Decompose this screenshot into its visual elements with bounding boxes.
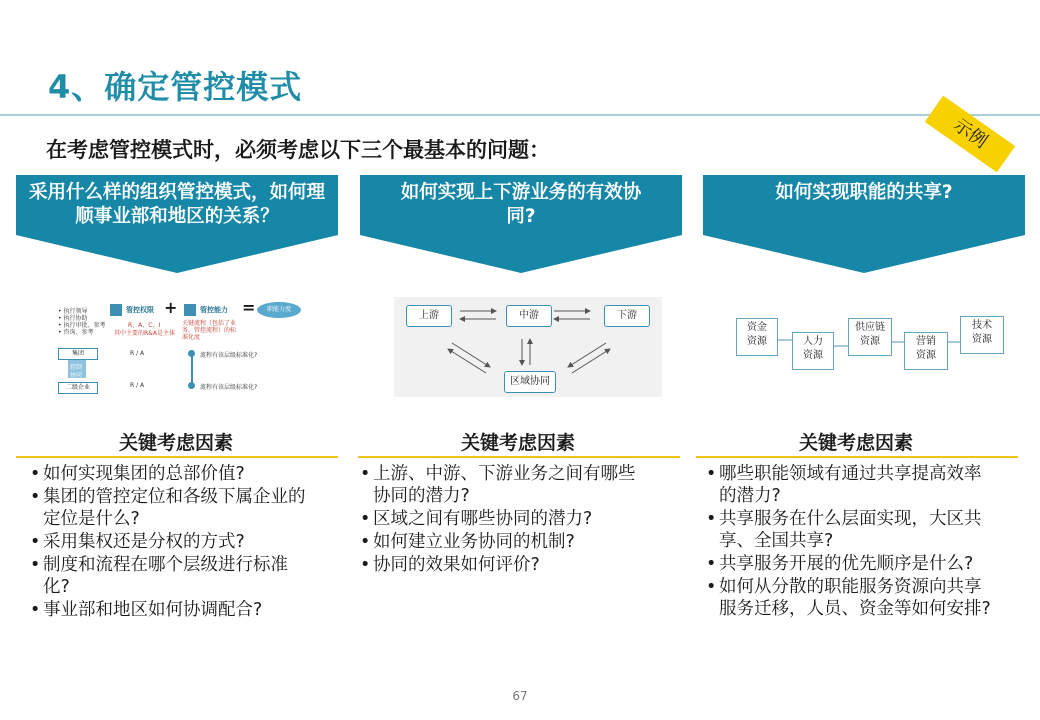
question-1: 流程有该层级标准化? [200, 352, 258, 359]
key-factors-rule-1 [16, 456, 338, 458]
resource-supply-chain: 供应链 资源 [848, 318, 892, 356]
question-banner-2 [360, 175, 682, 273]
banner-text: 如何实现上下游业务的有效协同? [400, 182, 642, 227]
key-factors-heading-3: 关键考虑因素 [798, 432, 913, 454]
question-2: 流程有该层级标准化? [200, 384, 258, 391]
arrow-label-synergy: 协同 [70, 372, 83, 379]
key-factors-rule-3 [696, 456, 1018, 458]
legend-3: • 执行审批、参考 [58, 322, 106, 329]
question-banner-3 [703, 175, 1025, 273]
level-subsidiary: 二级企业 [58, 382, 98, 394]
list-item: • 制度和流程在哪个层级进行标准化? [30, 555, 288, 597]
key-factors-list-3 [706, 463, 992, 621]
key-factors-list-1 [30, 463, 310, 622]
title-rule [0, 114, 1040, 116]
resource-hr: 人力 资源 [792, 332, 834, 370]
list-item: • 协同的效果如何评价? [360, 555, 540, 575]
list-item: • 上游、中游、下游业务之间有哪些协同的潜力? [360, 464, 636, 506]
page-number: 67 [512, 689, 528, 703]
list-item: • 集团的管控定位和各级下属企业的定位是什么? [30, 487, 306, 529]
legend-1: • 执行领导 [58, 308, 88, 315]
list-item: • 共享服务在什么层面实现，大区共享、全国共享? [706, 509, 982, 551]
shared-services-diagram [724, 312, 1014, 374]
node-midstream: 中游 [506, 305, 552, 327]
resource-funds: 资金 资源 [736, 318, 778, 356]
list-item: • 哪些职能领域有通过共享提高效率的潜力? [706, 464, 982, 506]
banner-text: 如何实现职能的共享? [775, 182, 953, 203]
node-regional: 区域协同 [504, 371, 556, 393]
resource-marketing: 营销 资源 [904, 332, 948, 370]
row-value-2: R / A [130, 382, 145, 389]
banner-text: 采用什么样的组织管控模式，如何理顺事业部和地区的关系？ [28, 182, 325, 227]
list-item: • 区域之间有哪些协同的潜力? [360, 509, 593, 529]
note-raci: R、A、C、I [128, 322, 161, 329]
legend-2: • 执行协助 [58, 315, 88, 322]
list-item: • 采用集权还是分权的方式? [30, 532, 245, 552]
page-title: 4、确定管控模式 [48, 68, 303, 106]
plus-op: + [164, 298, 178, 317]
tile-label-2: 管控能力 [200, 306, 228, 314]
resource-technology: 技术 资源 [960, 316, 1004, 354]
note-process: 关键流程（包括了业务、管控流程）的标准化度 [182, 320, 237, 341]
level-group: 集团 [58, 348, 98, 360]
tile-number-1 [110, 304, 122, 316]
list-item: • 如何建立业务协同的机制? [360, 532, 575, 552]
example-tag: 示例 [925, 96, 1015, 173]
key-factors-heading-1: 关键考虑因素 [118, 432, 233, 454]
list-item: • 共享服务开展的优先顺序是什么? [706, 554, 974, 574]
synergy-diagram [394, 297, 662, 397]
row-value-1: R / A [130, 350, 145, 357]
tile-label-1: 管控权限 [126, 306, 154, 314]
page-subtitle: 在考虑管控模式时，必须考虑以下三个最基本的问题： [46, 138, 550, 162]
key-factors-heading-2: 关键考虑因素 [460, 432, 575, 454]
axis-dot-2 [188, 382, 195, 389]
list-item: • 如何从分散的职能服务资源向共享服务迁移，人员、资金等如何安排? [706, 577, 991, 619]
axis-dot-1 [188, 350, 195, 357]
node-upstream: 上游 [406, 305, 452, 327]
result-ellipse: 职能力度 [257, 302, 301, 318]
key-factors-list-2 [360, 463, 646, 577]
note-ra: 其中主要的R&A是主体 [114, 330, 175, 337]
question-banner-1 [16, 175, 338, 273]
list-item: • 如何实现集团的总部价值? [30, 464, 245, 484]
tile-number-2 [184, 304, 196, 316]
arrow-label-control: 控制 [70, 364, 83, 371]
node-downstream: 下游 [604, 305, 650, 327]
list-item: • 事业部和地区如何协调配合? [30, 600, 263, 620]
key-factors-rule-2 [358, 456, 680, 458]
equals-op: = [242, 298, 256, 317]
governance-diagram [52, 298, 312, 398]
legend-4: • 咨询、参考 [58, 329, 94, 336]
